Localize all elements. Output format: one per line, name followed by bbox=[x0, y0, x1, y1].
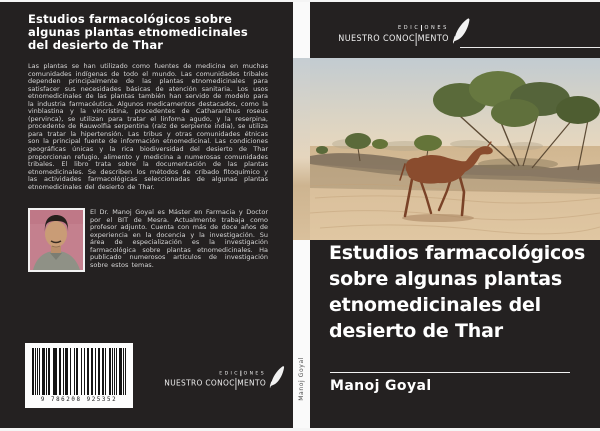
front-author-name: Manoj Goyal bbox=[330, 378, 432, 394]
barcode bbox=[25, 343, 133, 408]
publisher-logo-back bbox=[153, 366, 284, 388]
back-cover bbox=[0, 0, 293, 431]
author-photo bbox=[28, 208, 85, 272]
publisher-name bbox=[326, 25, 449, 44]
front-title-line: desierto de Thar bbox=[329, 320, 503, 342]
spine bbox=[293, 0, 310, 431]
front-title-line: etnomedicinales del bbox=[329, 294, 541, 316]
author-rule bbox=[330, 372, 570, 373]
front-title bbox=[329, 240, 585, 344]
publisher-logo-front bbox=[326, 18, 470, 44]
back-title bbox=[28, 13, 258, 51]
publisher-name bbox=[153, 371, 266, 388]
barcode-bars bbox=[32, 348, 126, 395]
barcode-number: 9 786208 925352 bbox=[40, 397, 118, 403]
back-title-line: del desierto de Thar bbox=[28, 37, 164, 52]
logo-bar bbox=[241, 371, 242, 377]
front-title-line: Estudios farmacológicos bbox=[329, 242, 586, 264]
cover-top-edge bbox=[0, 0, 600, 2]
publisher-name-top: EDIC ONES bbox=[219, 370, 267, 377]
author-bio: El Dr. Manoj Goyal es Máster en Farmacia y Doctor por el BIT de Mesra. Actualmente trabaja como profesor adjunto. Cuenta con más de doce años de experiencia en la docencia y la investigación. Su área de especialización es la investigación farmacológica sobre plantas etnomedicinales. Ha publicado numerosos artículos de investigación sobre estos temas. bbox=[90, 208, 268, 269]
desert-photo bbox=[310, 58, 600, 240]
quill-icon bbox=[270, 366, 285, 388]
quill-icon bbox=[453, 18, 470, 44]
header-rule bbox=[460, 47, 600, 48]
publisher-name-bottom: NUESTRO CONOC MENTO bbox=[164, 378, 267, 389]
front-cover bbox=[310, 0, 600, 431]
logo-bar bbox=[421, 25, 422, 31]
back-title-line: Estudios farmacológicos sobre bbox=[28, 12, 233, 26]
spine-author-name: Manoj Goyal bbox=[298, 357, 305, 401]
publisher-name-bottom: NUESTRO CONOC MENTO bbox=[338, 34, 449, 44]
front-title-line: sobre algunas plantas bbox=[329, 268, 563, 290]
back-title-line: algunas plantas etnomedicinales bbox=[28, 24, 248, 39]
spine-photo-sliver bbox=[293, 58, 310, 240]
publisher-name-top: EDIC ONES bbox=[398, 25, 449, 31]
author-portrait-illustration bbox=[30, 210, 83, 270]
book-description: Las plantas se han utilizado como fuentes de medicina en muchas comunidades indígenas de todo el mundo. Las comunidades tribales dependen principalmente de las plantas etnomedicinales para satisfacer sus necesidades básicas de atención sanitaria. Los usos etnomedicinales de las plantas también han servido de modelo para la industria farmacéutica. Algunos medicamentos destacados, como la vinblastina y la vincristina, procedentes de Catharanthus roseus (pervinca), se utilizan para tratar el linfoma agudo, y la reserpina, procedente de Rauwolfia serpentina (raíz de serpiente india), se utiliza para tratar la hipertensión. Las tribus y otras comunidades étnicas son la principal fuente de información etnomedicinal. Las condiciones geográficas únicas y la rica biodiversidad del desierto de Thar proporcionan refugio, alimento y medicina a numerosas comunidades tribales. El libro trata sobre la documentación de las plantas etnomedicinales. Se describen los métodos de cribado fitoquímico y las actividades farmacológicas seleccionadas de algunas plantas etnomedicinales del desierto de Thar. bbox=[28, 62, 268, 191]
